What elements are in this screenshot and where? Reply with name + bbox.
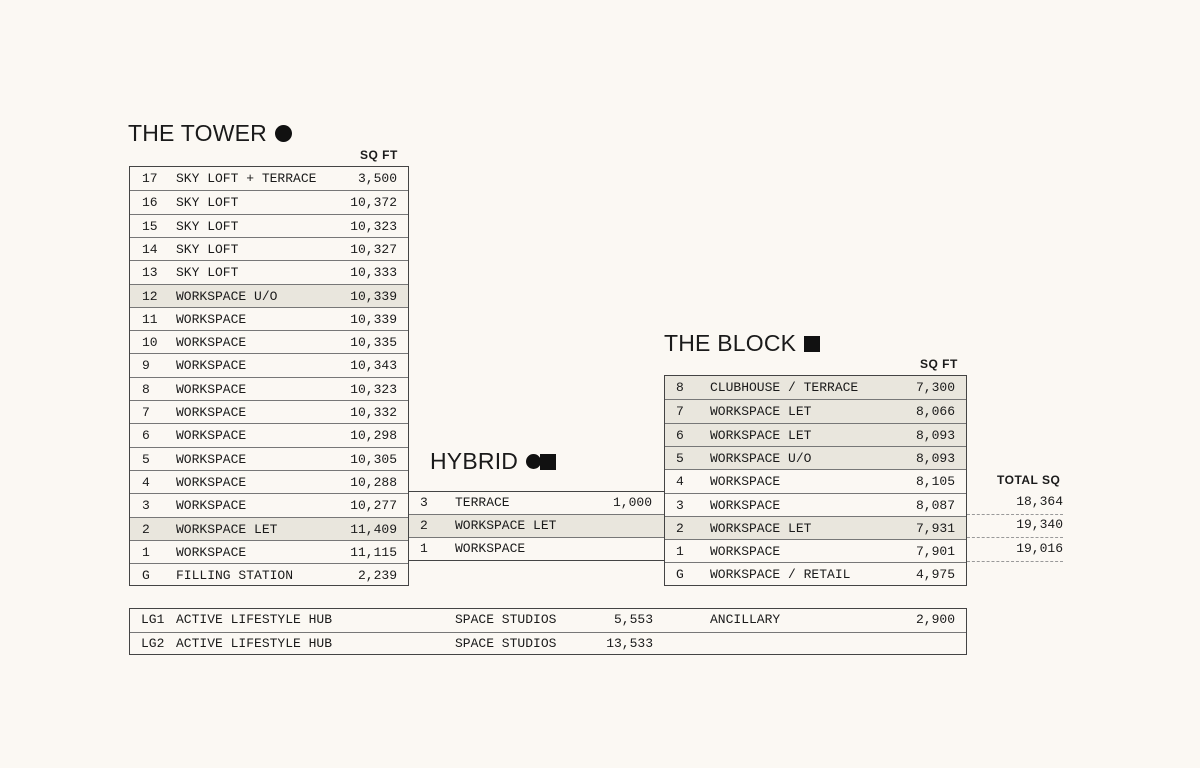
hybrid-row: [409, 537, 664, 561]
block-row: [665, 423, 966, 446]
level-label: LG2: [141, 636, 165, 651]
space-name: WORKSPACE LET: [710, 404, 812, 420]
space-name: ACTIVE LIFESTYLE HUB: [176, 612, 333, 627]
floor-number: 1: [676, 544, 684, 560]
space-name: WORKSPACE: [176, 544, 247, 560]
hybrid-row-content: [409, 538, 664, 560]
space-name: WORKSPACE U/O: [176, 288, 278, 304]
area-value: 7,300: [915, 380, 955, 395]
space-name: WORKSPACE: [710, 497, 781, 513]
tower-title: [128, 120, 292, 147]
space-name: SKY LOFT: [176, 265, 239, 281]
area-value: 10,288: [350, 474, 397, 490]
space-name: WORKSPACE: [455, 541, 526, 556]
tower-row: [130, 540, 408, 563]
area-value: 8,093: [915, 450, 955, 466]
floor-number: 2: [676, 520, 684, 536]
space-name: FILLING STATION: [176, 568, 294, 584]
space-name: WORKSPACE: [176, 381, 247, 397]
block-unit-header: SQ FT: [920, 357, 958, 371]
tower-row: [130, 167, 408, 190]
total-header: TOTAL SQ: [997, 473, 1061, 487]
area-value: 11,115: [350, 544, 397, 560]
floor-number: 16: [142, 195, 158, 211]
studios-name: SPACE STUDIOS: [455, 636, 557, 651]
tower-row: [130, 423, 408, 446]
hybrid-title-text: HYBRID: [430, 448, 519, 474]
circle-icon: [275, 125, 292, 142]
floor-number: G: [142, 568, 150, 584]
total-divider: [967, 561, 1063, 562]
circle-square-icon: [526, 454, 556, 470]
studios-area: 5,553: [613, 612, 653, 627]
floor-number: 4: [676, 474, 684, 490]
total-value: 18,364: [1016, 494, 1063, 509]
block-row: [665, 493, 966, 516]
hybrid-row-content: [409, 515, 664, 537]
floor-number: 10: [142, 335, 158, 351]
space-name: SKY LOFT: [176, 241, 239, 257]
block-row: [665, 376, 966, 399]
tower-row: [130, 517, 408, 540]
space-name: WORKSPACE: [176, 428, 247, 444]
total-value: 19,016: [1016, 540, 1063, 556]
space-name: ACTIVE LIFESTYLE HUB: [176, 636, 333, 651]
area-value: 10,323: [350, 381, 397, 397]
tower-row: [130, 563, 408, 586]
area-value: 10,323: [350, 218, 397, 234]
hybrid-row: [409, 491, 664, 515]
lower-ground-row: [130, 609, 966, 632]
area-value: 10,333: [350, 265, 397, 281]
space-name: WORKSPACE: [176, 451, 247, 467]
block-row: [665, 469, 966, 492]
block-table: [664, 375, 967, 586]
area-value: 10,327: [350, 241, 397, 257]
tower-row: [130, 214, 408, 237]
floor-number: 1: [142, 544, 150, 560]
floor-number: 3: [676, 497, 684, 513]
space-name: CLUBHOUSE / TERRACE: [710, 380, 859, 395]
floor-number: 3: [142, 498, 150, 514]
tower-row: [130, 377, 408, 400]
area-value: 10,277: [350, 498, 397, 514]
block-row: [665, 399, 966, 422]
tower-row: [130, 190, 408, 213]
space-name: WORKSPACE: [176, 358, 247, 374]
hybrid-row: [409, 514, 664, 538]
floor-number: 3: [420, 495, 428, 510]
floor-number: 14: [142, 241, 158, 257]
tower-row: [130, 330, 408, 353]
tower-title-text: THE TOWER: [128, 120, 267, 146]
floor-number: 11: [142, 311, 158, 327]
hybrid-row-content: [409, 492, 664, 514]
floor-number: 15: [142, 218, 158, 234]
space-name: WORKSPACE U/O: [710, 450, 812, 466]
tower-row: [130, 447, 408, 470]
area-value: 10,305: [350, 451, 397, 467]
space-name: SKY LOFT: [176, 195, 239, 211]
tower-row: [130, 260, 408, 283]
floor-number: 4: [142, 474, 150, 490]
area-value: 3,500: [357, 171, 397, 186]
floor-number: 7: [142, 405, 150, 420]
floor-number: 8: [676, 380, 684, 395]
space-name: WORKSPACE: [176, 474, 247, 490]
tower-table: [129, 166, 409, 586]
studios-name: SPACE STUDIOS: [455, 612, 557, 627]
area-value: 8,105: [915, 474, 955, 490]
area-value: 11,409: [350, 521, 397, 537]
floor-number: 5: [676, 450, 684, 466]
area-value: 10,335: [350, 335, 397, 351]
block-row: [665, 562, 966, 585]
tower-row: [130, 307, 408, 330]
lower-ground-table: [129, 608, 967, 655]
floor-number: 8: [142, 381, 150, 397]
space-name: WORKSPACE LET: [710, 520, 812, 536]
floor-number: 2: [420, 518, 428, 533]
space-name: WORKSPACE: [710, 474, 781, 490]
area-value: 1,000: [612, 495, 652, 510]
space-name: WORKSPACE LET: [176, 521, 278, 537]
tower-row: [130, 493, 408, 516]
space-name: WORKSPACE: [176, 498, 247, 514]
block-row: [665, 539, 966, 562]
area-value: 8,093: [915, 427, 955, 443]
floor-number: 7: [676, 404, 684, 420]
area-value: 10,332: [350, 405, 397, 420]
floor-number: 17: [142, 171, 158, 186]
floor-number: 13: [142, 265, 158, 281]
area-value: 4,975: [915, 567, 955, 583]
area-value: 10,339: [350, 311, 397, 327]
floor-number: 2: [142, 521, 150, 537]
lower-ground-row: [130, 632, 966, 655]
floor-number: 6: [142, 428, 150, 444]
ancillary-area: 2,900: [915, 612, 955, 627]
hybrid-title: [430, 448, 556, 475]
area-value: 7,901: [915, 544, 955, 560]
tower-row: [130, 400, 408, 423]
level-label: LG1: [141, 612, 165, 627]
area-value: 8,087: [915, 497, 955, 513]
space-name: WORKSPACE: [710, 544, 781, 560]
tower-row: [130, 237, 408, 260]
space-name: SKY LOFT + TERRACE: [176, 171, 317, 186]
space-name: SKY LOFT: [176, 218, 239, 234]
floor-number: G: [676, 567, 684, 583]
area-value: 7,931: [915, 520, 955, 536]
studios-area: 13,533: [606, 636, 653, 651]
area-value: 10,298: [350, 428, 397, 444]
tower-unit-header: SQ FT: [360, 148, 398, 162]
floor-number: 1: [420, 541, 428, 556]
block-row: [665, 446, 966, 469]
area-value: 10,372: [350, 195, 397, 211]
ancillary-name: ANCILLARY: [710, 612, 781, 627]
area-value: 10,339: [350, 288, 397, 304]
floor-number: 9: [142, 358, 150, 374]
total-value: 19,340: [1016, 517, 1063, 533]
square-icon: [804, 336, 820, 352]
tower-row: [130, 284, 408, 307]
block-row: [665, 516, 966, 539]
tower-row: [130, 470, 408, 493]
block-title: [664, 330, 820, 357]
space-name: TERRACE: [455, 495, 510, 510]
space-name: WORKSPACE / RETAIL: [710, 567, 851, 583]
space-name: WORKSPACE: [176, 405, 247, 420]
area-value: 2,239: [357, 568, 397, 584]
space-name: WORKSPACE LET: [455, 518, 557, 533]
floor-number: 12: [142, 288, 158, 304]
area-value: 8,066: [915, 404, 955, 420]
floor-number: 5: [142, 451, 150, 467]
space-name: WORKSPACE LET: [710, 427, 812, 443]
area-value: 10,343: [350, 358, 397, 374]
space-name: WORKSPACE: [176, 335, 247, 351]
floor-number: 6: [676, 427, 684, 443]
tower-row: [130, 353, 408, 376]
space-name: WORKSPACE: [176, 311, 247, 327]
block-title-text: THE BLOCK: [664, 330, 797, 356]
